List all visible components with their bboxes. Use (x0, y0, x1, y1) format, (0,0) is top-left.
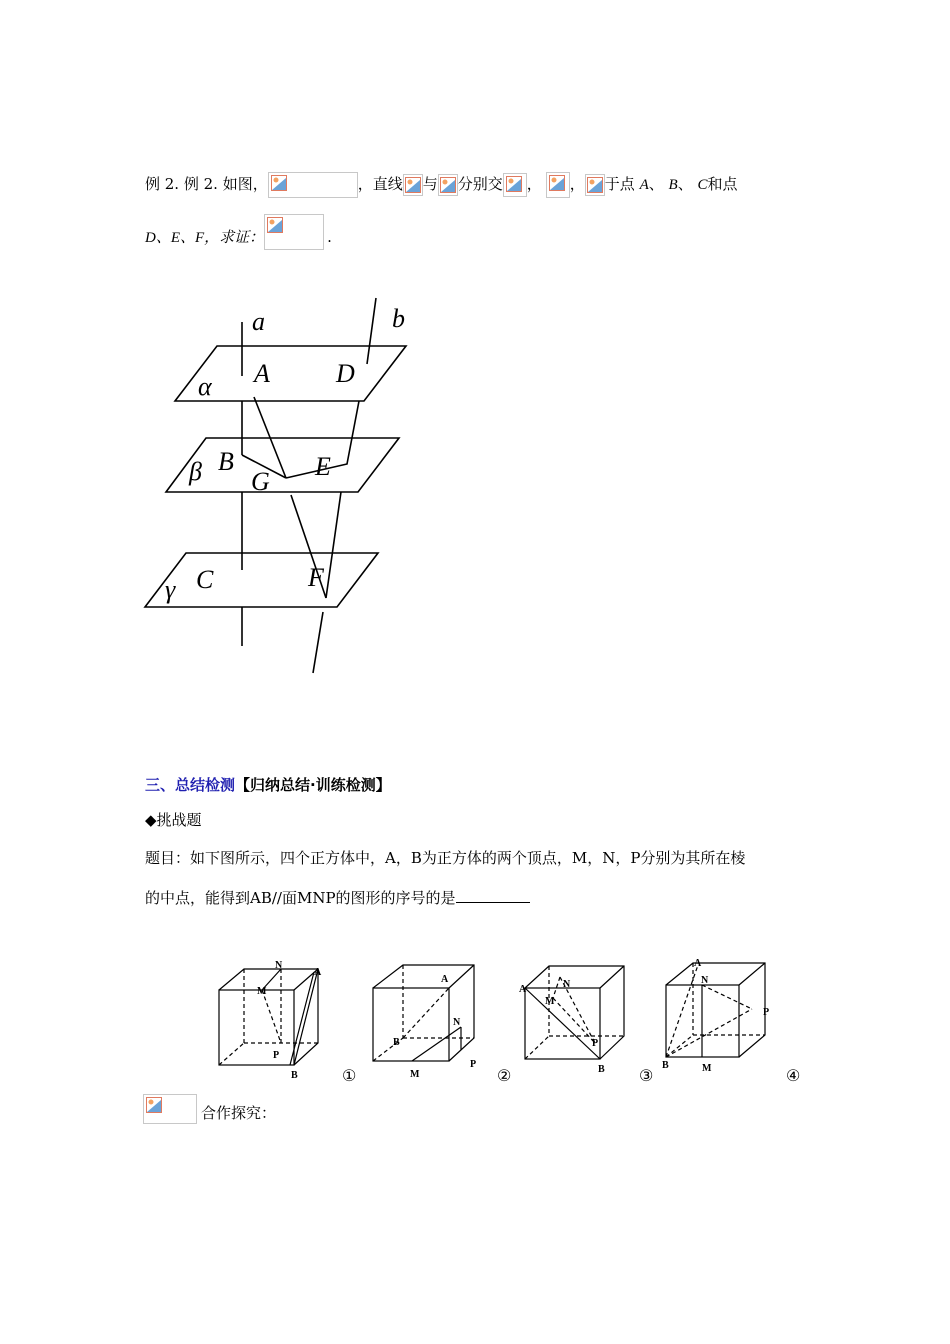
c2-N: N (453, 1017, 461, 1028)
example-line-1 (145, 172, 738, 198)
broken-image (546, 172, 570, 198)
label-F: F (308, 563, 324, 592)
broken-image (503, 173, 527, 197)
question-line-2 (145, 888, 530, 908)
label-A: A (254, 359, 270, 388)
example-line2-text: D、E、F，求证： (145, 230, 265, 246)
c1-P: P (273, 1050, 280, 1061)
question-line-2-text: 的中点，能得到AB//面MNP的图形的序号的是 (145, 889, 456, 907)
label-b: b (392, 304, 405, 333)
c3-M: M (545, 996, 555, 1007)
label-a: a (252, 307, 265, 336)
label-E: E (315, 452, 331, 481)
cube-3 (525, 966, 624, 1059)
c1-M: M (257, 986, 267, 997)
image-placeholder-icon (146, 1097, 162, 1113)
section-subtitle: 【归纳总结·训练检测】 (235, 776, 391, 794)
c3-N: N (563, 979, 571, 990)
c4-N: N (701, 975, 709, 986)
label-beta: β (189, 457, 202, 486)
cube-4 (666, 963, 765, 1057)
point-C: C (697, 177, 708, 193)
c3-B: B (598, 1064, 605, 1075)
label-D: D (336, 359, 355, 388)
sep-2: 、 (677, 175, 693, 193)
broken-image (268, 172, 358, 198)
c4-A: A (694, 958, 702, 969)
c1-A: A (314, 967, 322, 978)
label-C: C (196, 565, 214, 594)
cube-number-3: ③ (639, 1068, 654, 1085)
c4-P: P (763, 1007, 770, 1018)
broken-image (264, 214, 324, 250)
line-b-bottom (313, 612, 323, 673)
c2-M: M (410, 1069, 420, 1080)
c3-A: A (519, 984, 527, 995)
answer-blank[interactable] (456, 888, 530, 903)
c4-M: M (702, 1063, 712, 1074)
point-A: A (639, 177, 649, 193)
c2-P: P (470, 1059, 477, 1070)
broken-image (585, 174, 605, 196)
broken-image (438, 174, 458, 196)
cube-number-4: ④ (786, 1068, 801, 1085)
label-B: B (218, 447, 234, 476)
planes-figure (130, 290, 430, 690)
c2-B: B (393, 1037, 400, 1048)
sep-1: 、 (648, 175, 664, 193)
c4-B: B (662, 1060, 669, 1071)
segment-EF (326, 492, 341, 598)
cooperate-line (143, 1094, 276, 1124)
broken-image (143, 1094, 197, 1124)
example-prefix: 例 2. 例 2. 如图， (145, 175, 268, 193)
section-heading (145, 774, 391, 795)
example-comma-2: ， (569, 175, 585, 193)
cube-2 (373, 965, 474, 1061)
cube-1 (219, 969, 318, 1065)
example-comma-1: ， (526, 175, 542, 193)
cubes-figure (210, 950, 810, 1090)
image-placeholder-icon (506, 176, 522, 192)
cooperate-text: 合作探究： (201, 1104, 277, 1122)
broken-image (403, 174, 423, 196)
line-b-top (367, 298, 376, 364)
point-B: B (668, 177, 678, 193)
example-text-line: ，直线 (357, 175, 403, 193)
label-G: G (251, 467, 270, 496)
c3-P: P (592, 1038, 599, 1049)
c2-A: A (441, 974, 449, 985)
example-respectively: 分别交 (457, 175, 503, 193)
label-gamma: γ (165, 575, 176, 604)
example-with: 与 (422, 175, 438, 193)
image-placeholder-icon (267, 217, 283, 233)
section-title: 三、总结检测 (145, 776, 236, 794)
cube-number-2: ② (497, 1068, 512, 1085)
c1-B: B (291, 1070, 298, 1081)
label-alpha: α (198, 372, 212, 401)
c1-N: N (275, 960, 283, 971)
image-placeholder-icon (405, 177, 421, 193)
example-at-points: 于点 (604, 175, 635, 193)
plane-gamma (145, 553, 378, 607)
question-line-1: 题目：如下图所示，四个正方体中，A，B为正方体的两个顶点，M，N，P分别为其所在棱 (145, 849, 746, 867)
image-placeholder-icon (549, 175, 565, 191)
image-placeholder-icon (440, 177, 456, 193)
challenge-label: ◆挑战题 (145, 811, 202, 829)
example-line-2 (145, 214, 332, 250)
example-period: . (327, 228, 332, 246)
image-placeholder-icon (587, 177, 603, 193)
cube-number-1: ① (342, 1068, 357, 1085)
and-points: 和点 (707, 175, 738, 193)
image-placeholder-icon (271, 175, 287, 191)
